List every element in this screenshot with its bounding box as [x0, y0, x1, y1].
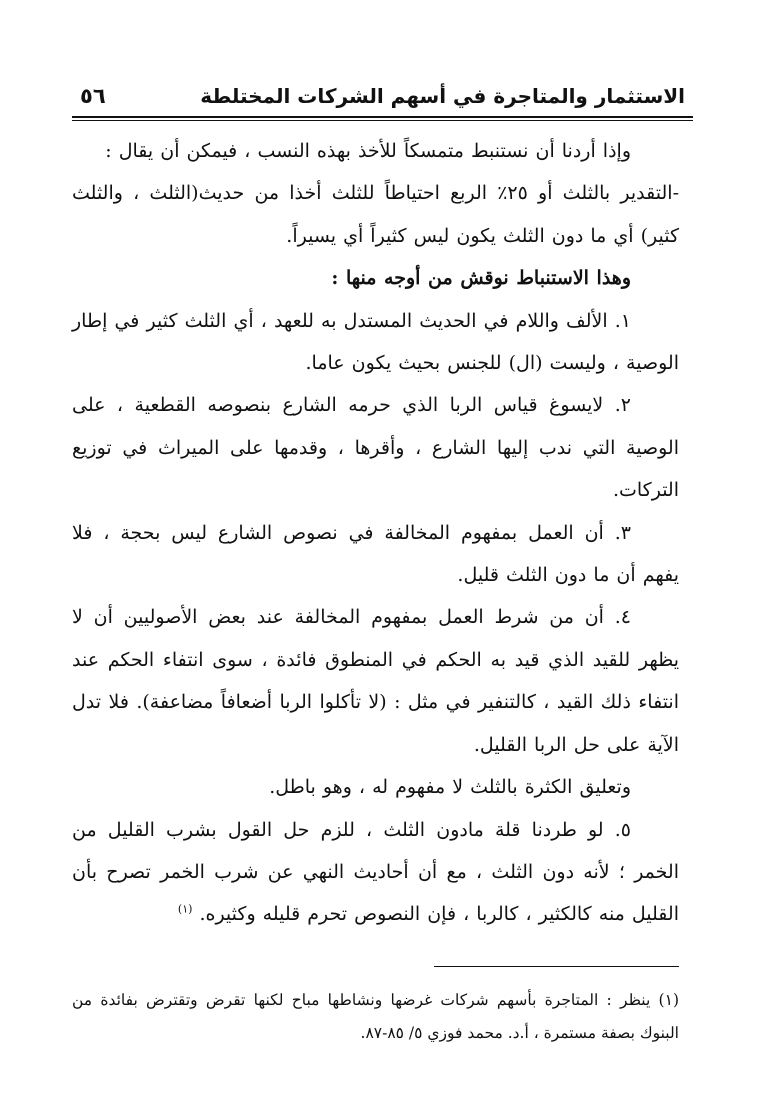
running-title: الاستثمار والمتاجرة في أسهم الشركات المختلطة — [200, 84, 685, 108]
paragraph-point-1: ١. الألف واللام في الحديث المستدل به للعهد ، أي الثلث كثير في إطار الوصية ، وليست (ال) للجنس بحيث يكون عاما. — [72, 309, 679, 375]
paragraph-point-2: ٢. لايسوغ قياس الربا الذي حرمه الشارع بنصوصه القطعية ، على الوصية التي ندب إليها الشارع ، وأقرها ، وقدمها على الميراث في توزيع التركات. — [72, 394, 679, 502]
paragraph-point-5-text: ٥. لو طردنا قلة مادون الثلث ، للزم حل القول بشرب القليل من الخمر ؛ لأنه دون الثلث ، مع أن أحاديث النهي عن شرب الخمر تصرح بأن القليل منه كالكثير ، كالربا ، فإن النصوص تحرم قليله وكثيره. — [72, 818, 679, 926]
page-number: ٥٦ — [80, 84, 106, 108]
paragraph-point-5 — [72, 809, 679, 936]
paragraph-point-4: ٤. أن من شرط العمل بمفهوم المخالفة عند بعض الأصوليين أن لا يظهر للقيد الذي قيد به الحكم في المنطوق فائدة ، سوى انتفاء الحكم عند انتفاء ذلك القيد ، كالتنفير في مثل : (لا تأكلوا الربا أضعافاً مضاعفة). فلا تدل الآية على حل الربا القليل. — [72, 606, 679, 756]
footnote — [72, 984, 679, 1050]
paragraph-point-3: ٣. أن العمل بمفهوم المخالفة في نصوص الشارع ليس بحجة ، فلا يفهم أن ما دون الثلث قليل. — [72, 521, 679, 587]
running-header — [80, 78, 685, 114]
footnote-marker: (١) — [177, 902, 193, 916]
header-rule-thin — [72, 120, 693, 121]
body-text — [72, 130, 679, 936]
header-rule — [72, 116, 693, 118]
paragraph-objections-heading: وهذا الاستنباط نوقش من أوجه منها : — [331, 267, 631, 290]
paragraph-estimate: -التقدير بالثلث أو ٢٥٪ الربع احتياطاً للثلث أخذا من حديث(الثلث ، والثلث كثير) أي ما دون الثلث يكون ليس كثيراً أي يسيراً. — [72, 182, 679, 247]
paragraph-note: وتعليق الكثرة بالثلث لا مفهوم له ، وهو باطل. — [269, 776, 631, 799]
footnote-rule — [434, 966, 679, 967]
footnote-text: (١) ينظر : المتاجرة بأسهم شركات غرضها ونشاطها مباح لكنها تقرض وتقترض بفائدة من البنوك بصفة مستمرة ، أ.د. محمد فوزي ٥/ ٨٥-٨٧. — [72, 991, 679, 1042]
paragraph-intro: وإذا أردنا أن نستنبط متمسكاً للأخذ بهذه النسب ، فيمكن أن يقال : — [105, 140, 631, 162]
